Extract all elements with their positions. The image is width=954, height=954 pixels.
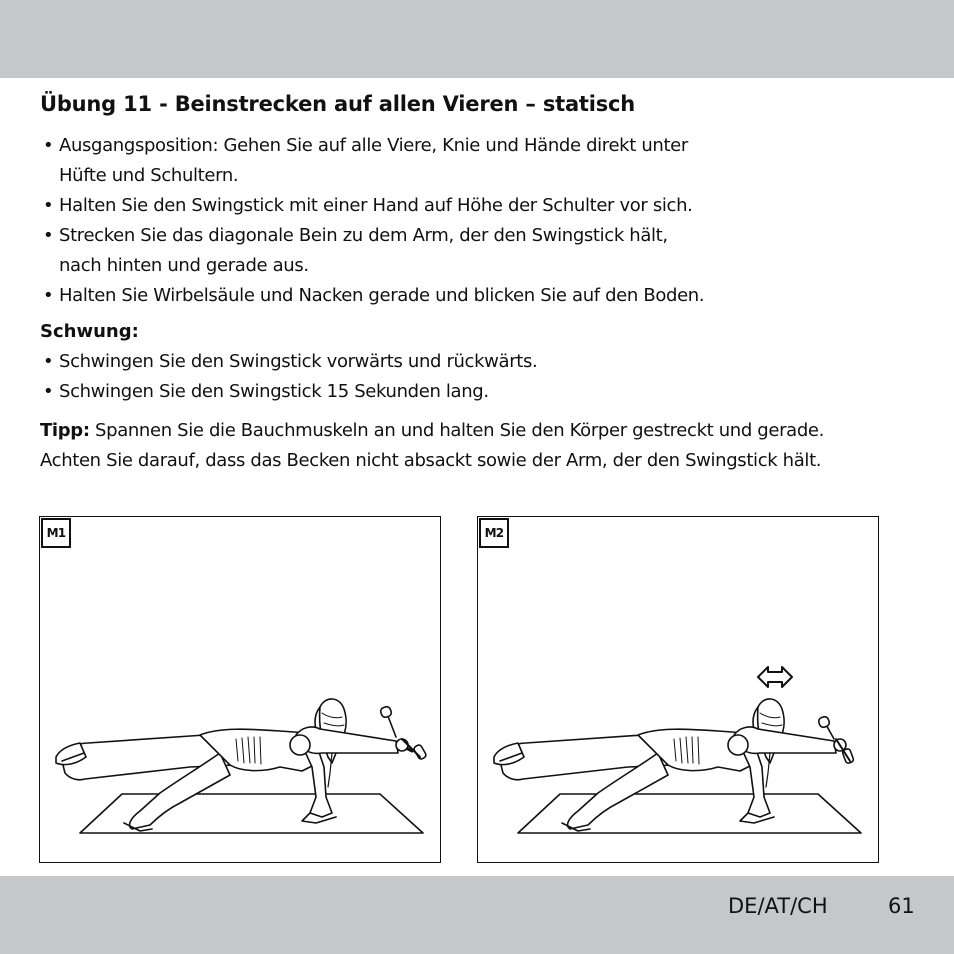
figure-tag: M1	[41, 518, 71, 548]
bullet-dot: •	[43, 225, 54, 246]
bullet-line: Halten Sie Wirbelsäule und Nacken gerade und blicken Sie auf den Boden.	[59, 285, 705, 306]
exercise-illustration	[478, 517, 878, 862]
list-item	[43, 347, 537, 377]
bullet-dot: •	[43, 381, 54, 402]
list-item	[43, 131, 704, 191]
bullet-line: Strecken Sie das diagonale Bein zu dem Arm, der den Swingstick hält,	[59, 225, 668, 246]
figure-m1	[39, 516, 441, 863]
figure-m2	[477, 516, 879, 863]
figure-tag: M2	[479, 518, 509, 548]
swing-list	[43, 347, 537, 407]
list-item	[43, 221, 704, 281]
bullet-line: nach hinten und gerade aus.	[59, 255, 309, 276]
tip-paragraph	[40, 416, 920, 476]
list-item	[43, 191, 704, 221]
list-item	[43, 281, 704, 311]
bullet-line: Schwingen Sie den Swingstick 15 Sekunden lang.	[59, 381, 489, 402]
tip-line	[40, 416, 920, 446]
bullet-dot: •	[43, 285, 54, 306]
bullet-dot: •	[43, 135, 54, 156]
double-arrow-icon	[758, 667, 792, 687]
bullet-line: Halten Sie den Swingstick mit einer Hand auf Höhe der Schulter vor sich.	[59, 195, 693, 216]
bullet-line: Hüfte und Schultern.	[59, 165, 239, 186]
footer-region: DE/AT/CH	[728, 894, 828, 918]
start-position-list	[43, 131, 704, 311]
tip-text: Spannen Sie die Bauchmuskeln an und halten Sie den Körper gestreckt und gerade.	[89, 420, 824, 441]
header-band	[0, 0, 954, 78]
bullet-dot: •	[43, 351, 54, 372]
page-number: 61	[888, 894, 915, 918]
bullet-dot: •	[43, 195, 54, 216]
exercise-title: Übung 11 - Beinstrecken auf allen Vieren – statisch	[40, 92, 636, 116]
bullet-line: Ausgangsposition: Gehen Sie auf alle Viere, Knie und Hände direkt unter	[59, 135, 688, 156]
tip-label: Tipp:	[40, 420, 90, 441]
bullet-line: Schwingen Sie den Swingstick vorwärts und rückwärts.	[59, 351, 538, 372]
list-item	[43, 377, 537, 407]
tip-line: Achten Sie darauf, dass das Becken nicht absackt sowie der Arm, der den Swingstick hält.	[40, 450, 822, 471]
swing-heading: Schwung:	[40, 321, 139, 342]
exercise-illustration	[40, 517, 440, 862]
